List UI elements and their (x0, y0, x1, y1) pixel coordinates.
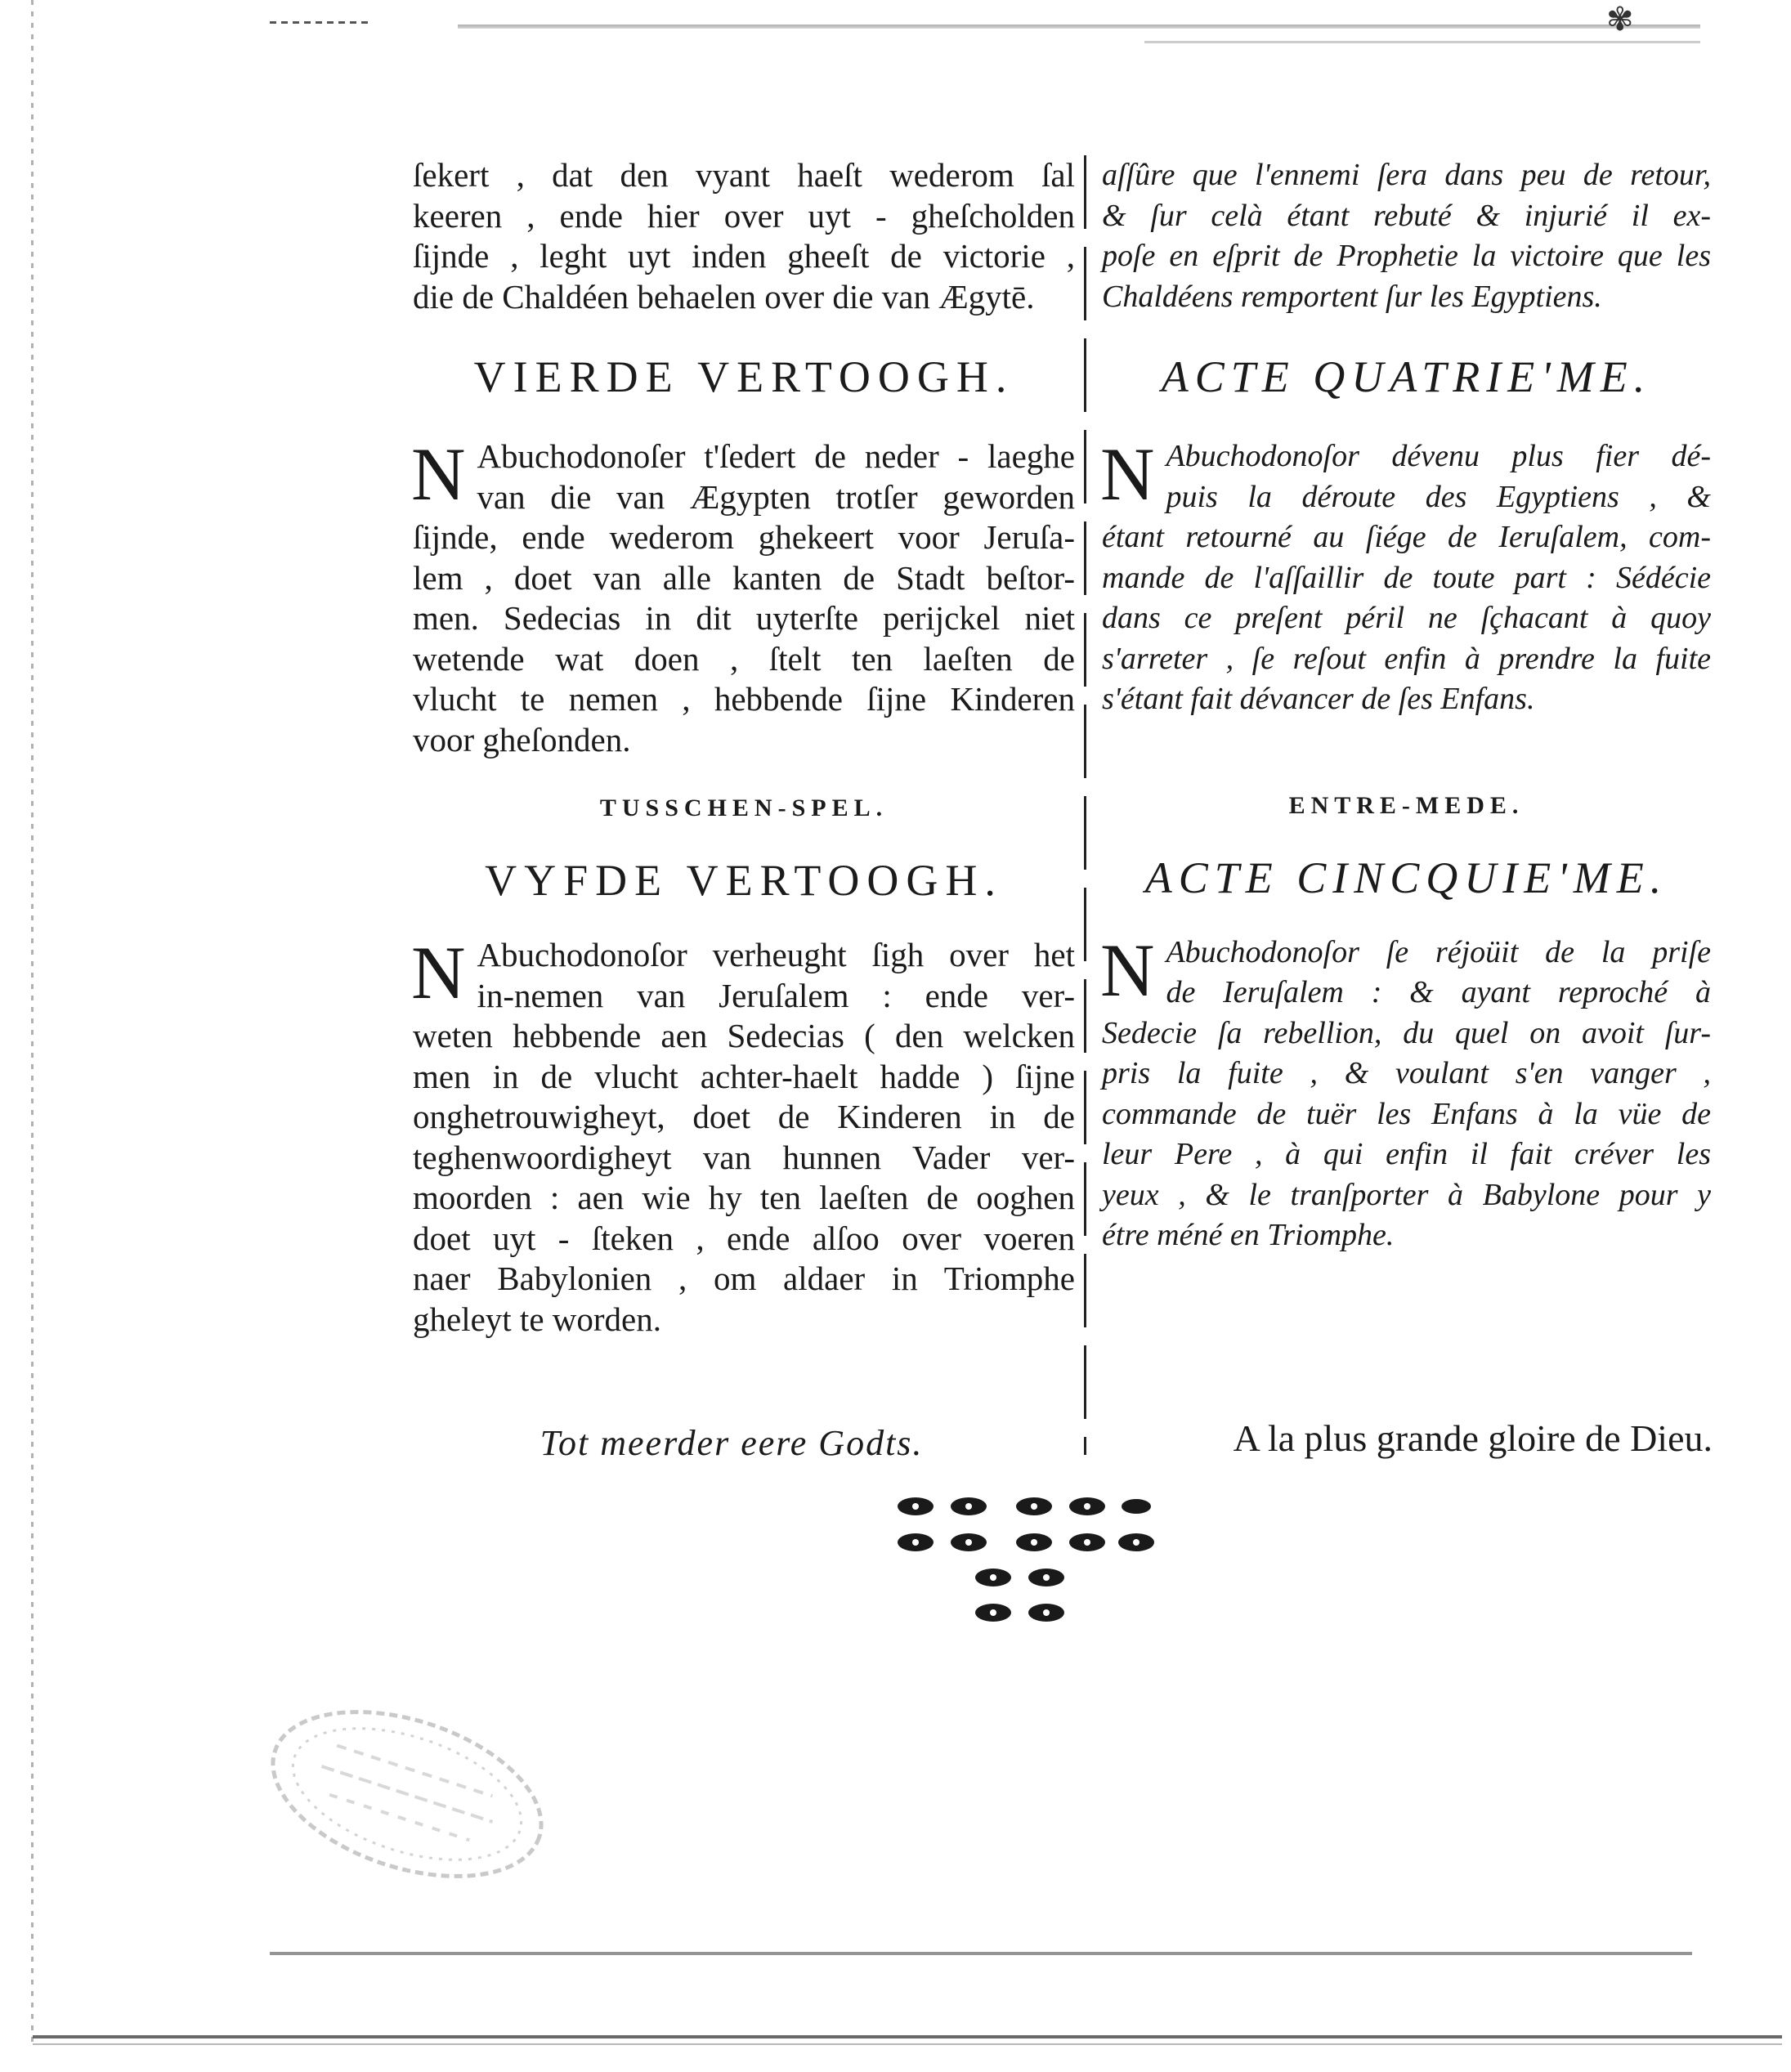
text-line: Sedecie ſa rebellion, du quel on avoit ſur- (1102, 1015, 1711, 1050)
text-line: mande de l'aſſaillir de toute part : Sédécie (1102, 560, 1711, 595)
text-line: ſijnde , leght uyt inden gheeſt de victorie , (413, 237, 1075, 275)
drop-cap: N (411, 931, 466, 1014)
text-line: teghenwoordigheyt van hunnen Vader ver- (413, 1138, 1075, 1176)
dutch-column (413, 155, 1075, 1340)
act4-heading: ACTE QUATRIE'ME. (1161, 352, 1652, 401)
text-line: van die van Ægypten trotſer geworden (477, 477, 1075, 516)
interlude-heading: TUSSCHEN-SPEL. (599, 794, 889, 821)
dutch-closing: Tot meerder eere Godts. (540, 1423, 924, 1463)
fleuron-group (898, 1497, 1154, 1622)
text-line: Abuchodonoſor ſe réjoüit de la priſe (1166, 934, 1711, 969)
text-line: gheleyt te worden. (413, 1300, 661, 1338)
text-line: s'arreter , ſe reſout enfin à prendre la fuite (1102, 641, 1711, 676)
text-line: de Ieruſalem : & ayant reproché à (1166, 975, 1711, 1009)
text-line: pris la fuite , & voulant s'en vanger , (1102, 1056, 1711, 1090)
text-line: étre méné en Triomphe. (1102, 1218, 1395, 1252)
drop-cap: N (411, 432, 466, 516)
french-column (1102, 155, 1711, 1256)
text-line: Abuchodonoſor verheught ſigh over het (477, 936, 1075, 973)
text-line: onghetrouwigheyt, doet de Kinderen in de (413, 1098, 1075, 1135)
text-line: weten hebbende aen Sedecias ( den welcken (413, 1017, 1075, 1054)
act4-summary (1100, 432, 1711, 720)
act4-summary (411, 432, 1075, 760)
text-line: naer Babylonien , om aldaer in Triomphe (413, 1260, 1075, 1297)
text-line: aſſûre que l'ennemi ſera dans peu de retour, (1102, 158, 1711, 192)
drop-cap: N (1100, 928, 1155, 1012)
text-line: doet uyt - ſteken , ende alſoo over voeren (413, 1219, 1075, 1257)
text-line: men. Sedecias in dit uyterſte perijckel niet (413, 599, 1075, 637)
text-line: & ſur celà étant rebuté & injurié il ex- (1102, 198, 1711, 233)
dutch-intro-paragraph (413, 155, 1075, 317)
printers-ornament (891, 1492, 1202, 1631)
text-line: ſekert , dat den vyant haeſt wederom ſal (413, 156, 1075, 194)
text-line: in-nemen van Jeruſalem : ende ver- (477, 976, 1075, 1014)
scan-mark (270, 21, 368, 24)
text-line: wetende wat doen , ſtelt ten laeſten de (413, 639, 1075, 678)
interlude-heading: ENTRE-MEDE. (1288, 791, 1525, 819)
bottom-edge-rule (33, 2035, 1782, 2038)
french-closing: A la plus grande gloire de Dieu. (1233, 1417, 1713, 1459)
act5-summary (411, 931, 1075, 1340)
text-line: vlucht te nemen , hebbende ſijne Kinderen (413, 680, 1075, 718)
drop-cap: N (1100, 432, 1155, 516)
text-line: s'étant fait dévancer de ſes Enfans. (1102, 682, 1535, 716)
text-line: moorden : aen wie hy ten laeſten de ooghen (413, 1179, 1075, 1216)
text-line: lem , doet van alle kanten de Stadt beſtor- (413, 558, 1075, 597)
text-line: Chaldéens remportent ſur les Egyptiens. (1102, 279, 1602, 314)
text-line: ſijnde, ende wederom ghekeert voor Jeruſa- (413, 518, 1075, 556)
text-line: commande de tuër les Enfans à la vüe de (1102, 1096, 1711, 1131)
library-stamp (260, 1700, 554, 1888)
act5-summary (1100, 928, 1711, 1256)
text-line: leur Pere , à qui enfin il fait créver les (1102, 1137, 1711, 1171)
text-line: voor gheſonden. (413, 720, 631, 759)
text-line: keeren , ende hier over uyt - gheſcholden (413, 196, 1075, 235)
page-edge (31, 0, 34, 2043)
text-line: étant retourné au ſiége de Ieruſalem, com- (1102, 520, 1711, 554)
top-rule (458, 25, 1700, 29)
corner-ornament-fragment: ✾ (1606, 1, 1634, 38)
text-line: men in de vlucht achter-haelt hadde ) ſijne (413, 1057, 1075, 1095)
column-divider (1084, 155, 1086, 1455)
act5-heading: ACTE CINCQUIE'ME. (1144, 853, 1668, 902)
text-line: dans ce preſent péril ne ſçhacant à quoy (1102, 601, 1711, 635)
act4-heading: VIERDE VERTOOGH. (473, 352, 1014, 401)
act5-heading: VYFDE VERTOOGH. (485, 856, 1003, 905)
text-line: puis la déroute des Egyptiens , & (1166, 479, 1711, 514)
top-rule-secondary (1144, 41, 1700, 43)
text-line: die de Chaldéen behaelen over die van Ægytē. (413, 277, 1035, 315)
text-line: Abuchodonoſor dévenu plus fier dé- (1166, 439, 1711, 473)
text-line: poſe en eſprit de Prophetie la victoire que les (1102, 239, 1711, 273)
fleuron (1122, 1499, 1151, 1514)
bottom-edge-rule-secondary (33, 2043, 1782, 2045)
text-line: Abuchodonoſer t'ſedert de neder - laeghe (477, 437, 1075, 475)
french-intro-paragraph (1102, 155, 1711, 317)
text-line: yeux , & le tranſporter à Babylone pour y (1102, 1177, 1711, 1212)
bottom-rule (270, 1952, 1692, 1955)
